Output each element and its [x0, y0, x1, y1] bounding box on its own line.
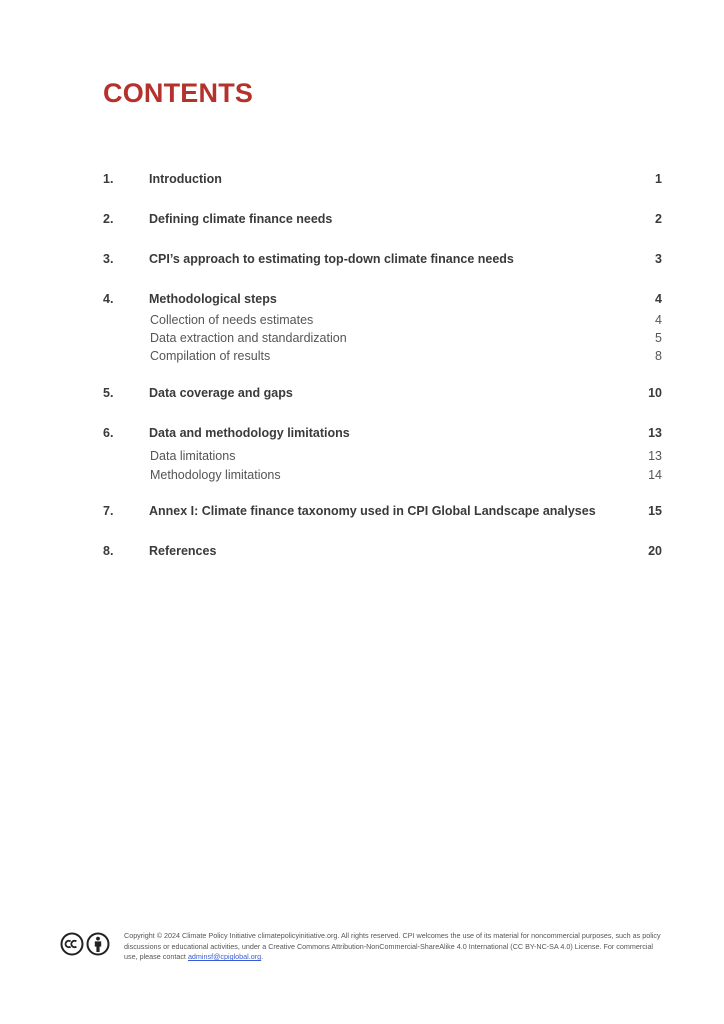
toc-entry-title: CPI’s approach to estimating top-down climate finance needs [149, 252, 514, 266]
toc-entry-references[interactable] [103, 542, 662, 560]
page-title: CONTENTS [103, 78, 254, 108]
toc-entry-page: 13 [648, 426, 662, 440]
toc-entry-page: 4 [655, 292, 662, 306]
copyright-text: Copyright © 2024 Climate Policy Initiative climatepolicyinitiative.org. All rights reserved. CPI welcomes the use of its material for noncommercial purposes, such as policy discussions or educational activities, under a Creative Commons Attribution-NonCommercial-ShareAlike 4.0 International (CC BY-NC-SA 4.0) License. For commercial use, please contact [124, 931, 661, 961]
contact-email-link[interactable]: adminsf@cpiglobal.org [187, 952, 262, 961]
toc-entry-data-coverage[interactable] [103, 384, 662, 402]
footer [60, 931, 664, 971]
copyright-end: . [261, 952, 264, 961]
toc-subentry-compilation[interactable] [103, 347, 662, 365]
toc-subentry-title: Data extraction and standardization [150, 331, 347, 345]
toc-subentry-page: 8 [655, 349, 662, 363]
toc-entry-annex-i[interactable] [103, 502, 662, 520]
toc-subentry-data-limitations[interactable] [103, 447, 662, 465]
creative-commons-icon [62, 934, 83, 955]
toc-subentry-title: Compilation of results [150, 349, 271, 363]
toc-entry-number: 8. [103, 544, 114, 558]
toc-entry-page: 10 [648, 386, 662, 400]
toc-entry-page: 15 [648, 504, 662, 518]
toc-subentry-page: 4 [655, 313, 662, 327]
toc-entry-number: 2. [103, 212, 114, 226]
toc-entry-number: 6. [103, 426, 114, 440]
toc-entry-title: Introduction [149, 172, 222, 186]
toc-entry-title: References [149, 544, 217, 558]
toc-entry-number: 1. [103, 172, 114, 186]
toc-entry-number: 3. [103, 252, 114, 266]
toc-entry-number: 5. [103, 386, 114, 400]
toc-entry-title: Methodological steps [149, 292, 277, 306]
toc-subentry-title: Data limitations [150, 449, 236, 463]
toc-entry-page: 3 [655, 252, 662, 266]
toc-entry-title: Defining climate finance needs [149, 212, 333, 226]
toc-entry-page: 20 [648, 544, 662, 558]
toc-entry-title: Data coverage and gaps [149, 386, 293, 400]
toc-entry-number: 4. [103, 292, 114, 306]
toc-entry-cpi-approach[interactable] [103, 250, 662, 268]
toc-entry-defining-needs[interactable] [103, 210, 662, 228]
toc-subentry-data-extraction[interactable] [103, 329, 662, 347]
toc-entry-page: 2 [655, 212, 662, 226]
toc-entry-limitations[interactable] [103, 424, 662, 442]
toc-subentry-title: Collection of needs estimates [150, 313, 314, 327]
toc-entry-title: Data and methodology limitations [149, 426, 350, 440]
toc-entry-methodological-steps[interactable] [103, 290, 662, 308]
toc-entry-number: 7. [103, 504, 114, 518]
toc-subentry-methodology-limitations[interactable] [103, 466, 662, 484]
copyright-notice [124, 931, 664, 963]
toc-subentry-collection[interactable] [103, 311, 662, 329]
attribution-person-icon [88, 934, 109, 955]
toc-entry-title: Annex I: Climate finance taxonomy used in CPI Global Landscape analyses [149, 504, 596, 518]
toc-entry-introduction[interactable] [103, 170, 662, 188]
toc-subentry-page: 5 [655, 331, 662, 345]
toc-entry-page: 1 [655, 172, 662, 186]
toc-subentry-page: 13 [648, 449, 662, 463]
toc-subentry-title: Methodology limitations [150, 468, 281, 482]
toc-subentry-page: 14 [648, 468, 662, 482]
cc-license-logo [60, 931, 112, 957]
